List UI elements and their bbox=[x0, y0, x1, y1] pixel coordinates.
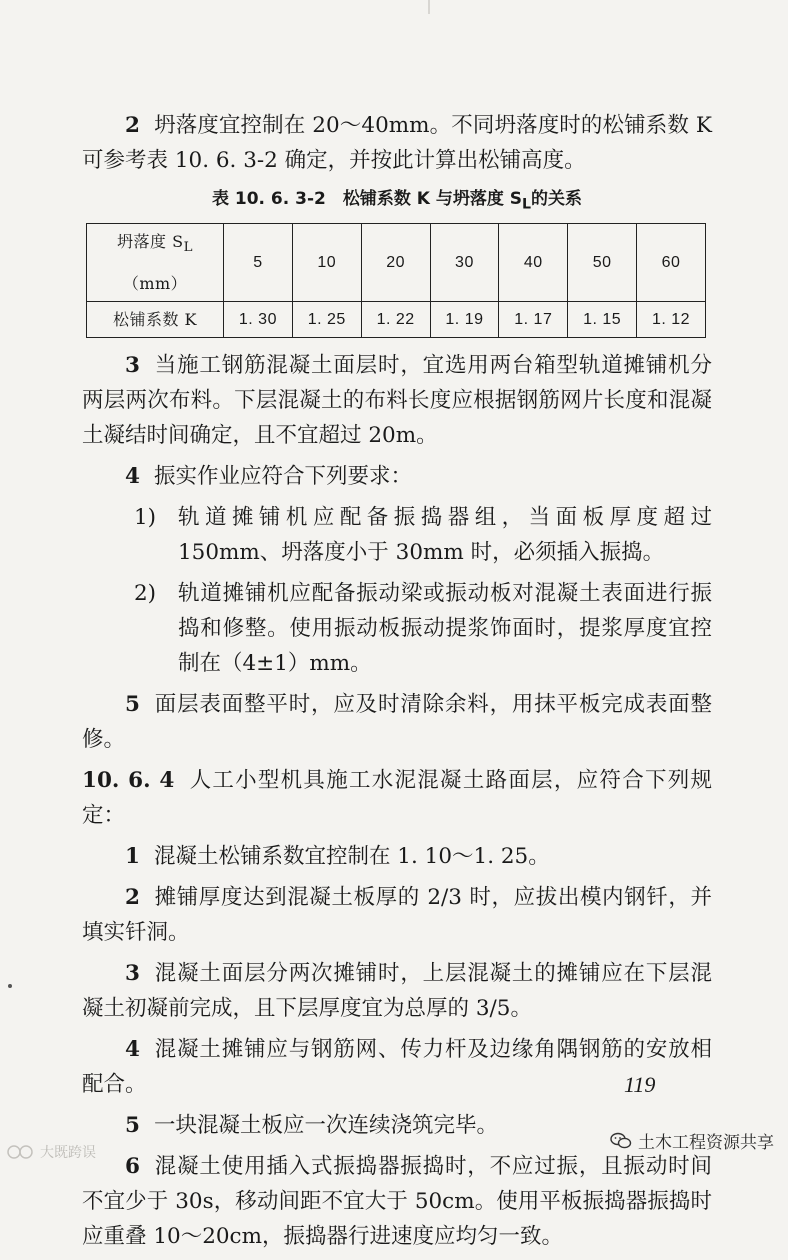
section-item-5: 5 一块混凝土板应一次连续浇筑完毕。 bbox=[125, 1112, 498, 1138]
paragraph-item-3: 3 当施工钢筋混凝土面层时，宜选用两台箱型轨道摊铺机分两层两次布料。下层混凝土的布料长度应根据钢筋网片长度和混凝土凝结时间确定，且不宜超过 20m。 bbox=[82, 352, 712, 448]
paragraph-item-4: 4 振实作业应符合下列要求： bbox=[125, 463, 412, 489]
paragraph-item-5: 5 面层表面整平时，应及时清除余料，用抹平板完成表面整修。 bbox=[82, 691, 712, 752]
table-row-slump bbox=[87, 224, 706, 301]
table-row-coefficient bbox=[87, 301, 706, 337]
table-cell: 60 bbox=[637, 224, 706, 301]
scan-edge-mark bbox=[428, 0, 430, 14]
row-header: 松铺系数 K bbox=[87, 301, 224, 337]
section-item-4: 4 混凝土摊铺应与钢筋网、传力杆及边缘角隅钢筋的安放相配合。 bbox=[82, 1036, 712, 1097]
logo-icon bbox=[6, 1144, 36, 1160]
table-cell: 50 bbox=[568, 224, 637, 301]
table-cell: 1. 30 bbox=[224, 301, 293, 337]
paragraph-item-2 bbox=[82, 108, 712, 178]
watermark-left-text: 大既跨误 bbox=[40, 1145, 96, 1161]
table-cell: 40 bbox=[499, 224, 568, 301]
table-cell: 10 bbox=[292, 224, 361, 301]
section-item-2: 2 摊铺厚度达到混凝土板厚的 2/3 时，应拔出模内钢钎，并填实钎洞。 bbox=[82, 884, 712, 945]
page-number: 119 bbox=[624, 1072, 656, 1097]
watermark-text: 土木工程资源共享 bbox=[638, 1133, 774, 1153]
section-item-6: 6 混凝土使用插入式振捣器振捣时，不应过振，且振动时间不宜少于 30s，移动间距不宜大于 50cm。使用平板振捣器振捣时应重叠 10～20cm，振捣器行进速度应均匀一致。 bbox=[82, 1153, 712, 1249]
table-cell: 1. 12 bbox=[637, 301, 706, 337]
section-item-3: 3 混凝土面层分两次摊铺时，上层混凝土的摊铺应在下层混凝土初凝前完成，且下层厚度宜为总厚的 3/5。 bbox=[82, 960, 712, 1021]
item-text: 坍落度宜控制在 20～40mm。不同坍落度时的松铺系数 K 可参考表 10. 6. 3-2 确定，并按此计算出松铺高度。 bbox=[82, 113, 712, 173]
table-cell: 20 bbox=[361, 224, 430, 301]
section-item-1: 1 混凝土松铺系数宜控制在 1. 10～1. 25。 bbox=[125, 843, 550, 869]
item-number: 2 bbox=[125, 113, 140, 138]
table-cell: 30 bbox=[430, 224, 499, 301]
document-body bbox=[82, 108, 712, 1260]
watermark-left bbox=[6, 1142, 96, 1162]
section-heading-10-6-4: 10. 6. 4 人工小型机具施工水泥混凝土路面层，应符合下列规定： bbox=[82, 767, 712, 828]
table-cell: 1. 19 bbox=[430, 301, 499, 337]
table-cell: 1. 15 bbox=[568, 301, 637, 337]
sub-item-2: 2) 轨道摊铺机应配备振动梁或振动板对混凝土表面进行振捣和修整。使用振动板振动提浆饰面时，提浆厚度宜控制在（4±1）mm。 bbox=[134, 580, 712, 676]
coefficient-table bbox=[86, 223, 706, 337]
wechat-icon bbox=[610, 1132, 632, 1150]
table-caption: 表 10. 6. 3-2 松铺系数 K 与坍落度 $S_L$的关系 bbox=[211, 189, 583, 213]
table-cell: 1. 25 bbox=[292, 301, 361, 337]
scan-speck bbox=[8, 984, 12, 988]
table-cell: 1. 17 bbox=[499, 301, 568, 337]
table-cell: 5 bbox=[224, 224, 293, 301]
sub-item-1: 1) 轨道摊铺机应配备振捣器组，当面板厚度超过 150mm、坍落度小于 30mm 时，必须插入振捣。 bbox=[134, 504, 712, 565]
watermark-wechat bbox=[610, 1128, 774, 1153]
row-header: 坍落度 $S_L(mm)$ bbox=[87, 224, 224, 301]
table-cell: 1. 22 bbox=[361, 301, 430, 337]
